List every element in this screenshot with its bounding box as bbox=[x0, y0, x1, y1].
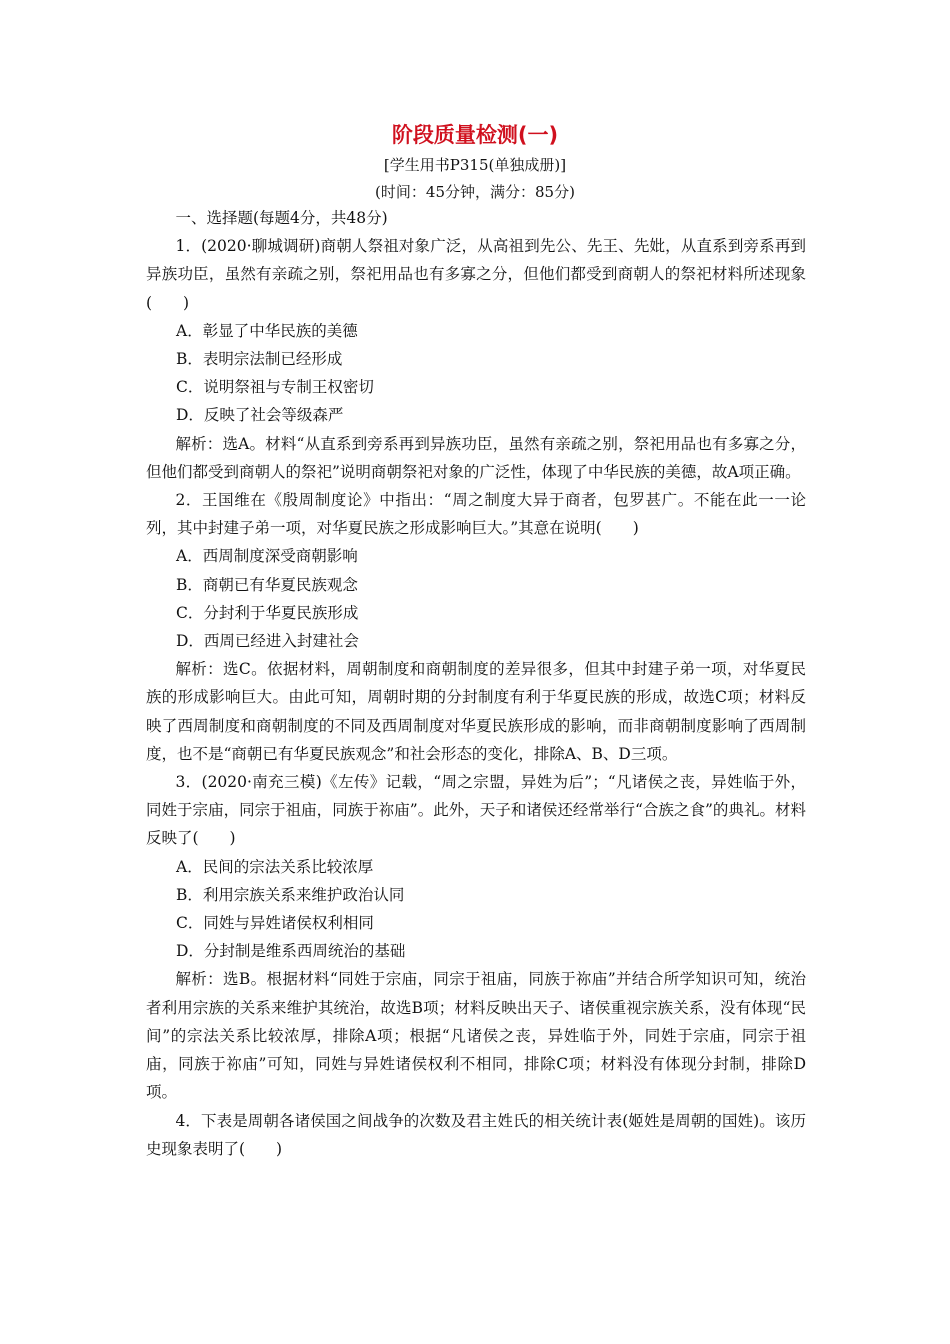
question-2-option-c: C．分封利于华夏民族形成 bbox=[176, 603, 359, 622]
question-1-option-a: A．彰显了中华民族的美德 bbox=[176, 321, 358, 340]
question-3-stem: 3．(2020·南充三模)《左传》记载，“周之宗盟，异姓为后”；“凡诸侯之丧，异姓临于外，同姓于宗庙，同宗于祖庙，同族于祢庙”。此外，天子和诸侯还经常举行“合族之食”的典礼。材料反映了( ) bbox=[146, 773, 806, 848]
question-3-option-b: B．利用宗族关系来维护政治认同 bbox=[176, 885, 405, 904]
book-reference: [学生用书P315(单独成册)] bbox=[383, 156, 567, 174]
page-title: 阶段质量检测(一) bbox=[391, 123, 559, 147]
question-3-option-c: C．同姓与异姓诸侯权利相同 bbox=[176, 914, 374, 933]
question-1-option-b: B．表明宗法制已经形成 bbox=[176, 350, 343, 369]
question-3-analysis: 解析：选B。根据材料“同姓于宗庙，同宗于祖庙，同族于祢庙”并结合所学知识可知，统治者利用宗族的关系来维护其统治，故选B项；材料反映出天子、诸侯重视宗族关系，没有体现“民间”的宗法关系比较浓厚，排除A项；根据“凡诸侯之丧，异姓临于外，同姓于宗庙，同宗于祖庙，同族于祢庙”可知，同姓与异姓诸侯权利不相同，排除C项；材料没有体现分封制，排除D项。 bbox=[146, 970, 806, 1102]
question-1-stem: 1．(2020·聊城调研)商朝人祭祖对象广泛，从高祖到先公、先王、先妣，从直系到旁系再到异族功臣，虽然有亲疏之别，祭祀用品也有多寡之分，但他们都受到商朝人的祭祀材料所述现象( ) bbox=[146, 237, 806, 312]
question-1-option-c: C．说明祭祖与专制王权密切 bbox=[176, 378, 374, 397]
question-3-option-d: D．分封制是维系西周统治的基础 bbox=[176, 942, 406, 961]
question-3-option-a: A．民间的宗法关系比较浓厚 bbox=[176, 857, 374, 876]
question-2-option-a: A．西周制度深受商朝影响 bbox=[176, 547, 358, 566]
question-2-stem: 2．王国维在《殷周制度论》中指出：“周之制度大异于商者，包罗甚广。不能在此一一论列，其中封建子弟一项，对华夏民族之形成影响巨大。”其意在说明( ) bbox=[146, 491, 806, 538]
question-2-option-b: B．商朝已有华夏民族观念 bbox=[176, 575, 358, 594]
document-body bbox=[146, 204, 806, 1163]
question-1-analysis: 解析：选A。材料“从直系到旁系再到异族功臣，虽然有亲疏之别，祭祀用品也有多寡之分，但他们都受到商朝人的祭祀”说明商朝祭祀对象的广泛性，体现了中华民族的美德，故A项正确。 bbox=[146, 434, 806, 481]
question-2-analysis: 解析：选C。依据材料，周朝制度和商朝制度的差异很多，但其中封建子弟一项，对华夏民族的形成影响巨大。由此可知，周朝时期的分封制度有利于华夏民族的形成，故选C项；材料反映了西周制度和商朝制度的不同及西周制度对华夏民族形成的影响，而非商朝制度影响了西周制度，也不是“商朝已有华夏民族观念”和社会形态的变化，排除A、B、D三项。 bbox=[146, 660, 806, 763]
question-2-option-d: D．西周已经进入封建社会 bbox=[176, 632, 359, 651]
time-score-info: (时间：45分钟，满分：85分) bbox=[375, 183, 575, 201]
section-heading: 一、选择题(每题4分，共48分) bbox=[175, 209, 388, 227]
question-1-option-d: D．反映了社会等级森严 bbox=[176, 406, 344, 425]
question-4-stem: 4．下表是周朝各诸侯国之间战争的次数及君主姓氏的相关统计表(姬姓是周朝的国姓)。该历史现象表明了( ) bbox=[146, 1111, 806, 1158]
